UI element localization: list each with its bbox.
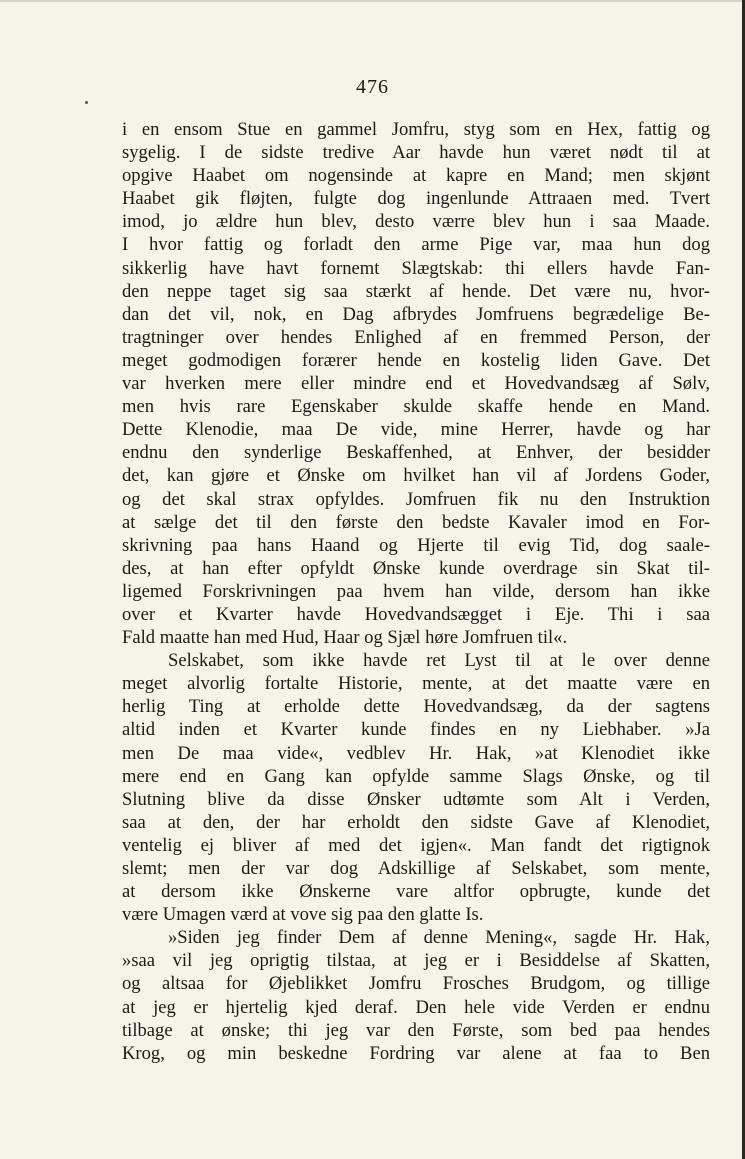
text-line: og altsaa for Øjeblikket Jomfru Frosches Brudgom, og tillige	[122, 973, 710, 995]
text-line: mere end en Gang kan opfylde samme Slags Ønske, og til	[122, 765, 710, 787]
page-number: 476	[356, 76, 389, 98]
text-line: I hvor fattig og forladt den arme Pige var, maa hun dog	[122, 234, 710, 256]
text-line: endnu den synderlige Beskaffenhed, at Enhver, der besidder	[122, 442, 710, 464]
text-line: være Umagen værd at vove sig paa den glatte Is.	[122, 904, 484, 926]
text-line: dan det vil, nok, en Dag afbrydes Jomfruens begrædelige Be-	[122, 303, 710, 325]
text-line: det, kan gjøre et Ønske om hvilket han vil af Jordens Goder,	[122, 465, 710, 487]
text-line: meget godmodigen forærer hende en kostelig liden Gave. Det	[122, 349, 710, 371]
text-line: tragtninger over hendes Enlighed af en fremmed Person, der	[122, 326, 710, 348]
text-line: Fald maatte han med Hud, Haar og Sjæl høre Jomfruen til«.	[122, 627, 568, 649]
text-line: Selskabet, som ikke havde ret Lyst til at le over denne	[168, 650, 710, 672]
page-top-edge	[0, 0, 745, 2]
text-line: Dette Klenodie, maa De vide, mine Herrer, havde og har	[122, 419, 710, 441]
body-text	[122, 118, 710, 1065]
text-line: opgive Haabet om nogensinde at kapre en Mand; men skjønt	[122, 165, 710, 187]
text-line: at dersom ikke Ønskerne vare altfor opbrugte, kunde det	[122, 881, 710, 903]
text-line: saa at den, der har erholdt den sidste Gave af Klenodiet,	[122, 811, 710, 833]
text-line: i en ensom Stue en gammel Jomfru, styg som en Hex, fattig og	[122, 119, 710, 140]
text-line: ligemed Forskrivningen paa hvem han vilde, dersom han ikke	[122, 580, 710, 602]
text-line: »saa vil jeg oprigtig tilstaa, at jeg er i Besiddelse af Skatten,	[122, 950, 710, 972]
text-line: imod, jo ældre hun blev, desto værre blev hun i saa Maade.	[122, 211, 710, 233]
text-line: men De maa vide«, vedblev Hr. Hak, »at Klenodiet ikke	[122, 742, 710, 764]
text-line: altid inden et Kvarter kunde findes en ny Liebhaber. »Ja	[122, 719, 710, 741]
text-line: at sælge det til den første den bedste Kavaler imod en For-	[122, 511, 710, 533]
text-line: at jeg er hjertelig kjed deraf. Den hele vide Verden er endnu	[122, 996, 710, 1018]
text-line: over et Kvarter havde Hovedvandsægget i Eje. Thi i saa	[122, 603, 710, 625]
text-line: meget alvorlig fortalte Historie, mente, at det maatte være en	[122, 673, 710, 695]
paper-speck	[85, 101, 88, 104]
text-line: sygelig. I de sidste tredive Aar havde hun været nødt til at	[122, 142, 710, 164]
text-line: den neppe taget sig saa stærkt af hende. Det være nu, hvor-	[122, 280, 710, 302]
text-line: sikkerlig have havt fornemt Slægtskab: thi ellers havde Fan-	[122, 257, 710, 279]
text-line: »Siden jeg finder Dem af denne Mening«, sagde Hr. Hak,	[168, 927, 710, 949]
text-line: herlig Ting at erholde dette Hovedvandsæg, da der sagtens	[122, 696, 710, 718]
text-line: slemt; men der var dog Adskillige af Selskabet, som mente,	[122, 858, 710, 879]
text-line: Krog, og min beskedne Fordring var alene at faa to Ben	[122, 1042, 710, 1064]
text-line: men hvis rare Egenskaber skulde skaffe hende en Mand.	[122, 396, 710, 418]
text-line: Haabet gik fløjten, fulgte dog ingenlunde Attraaen med. Tvert	[122, 188, 710, 210]
text-line: Slutning blive da disse Ønsker udtømte som Alt i Verden,	[122, 788, 710, 810]
text-line: tilbage at ønske; thi jeg var den Første, som bed paa hendes	[122, 1019, 710, 1041]
text-line: og det skal strax opfyldes. Jomfruen fik nu den Instruktion	[122, 488, 710, 510]
text-line: des, at han efter opfyldt Ønske kunde overdrage sin Skat til-	[122, 557, 710, 579]
text-line: var hverken mere eller mindre end et Hovedvandsæg af Sølv,	[122, 373, 710, 395]
text-line: skrivning paa hans Haand og Hjerte til evig Tid, dog saale-	[122, 534, 710, 556]
text-line: ventelig ej bliver af med det igjen«. Man fandt det rigtignok	[122, 834, 710, 856]
